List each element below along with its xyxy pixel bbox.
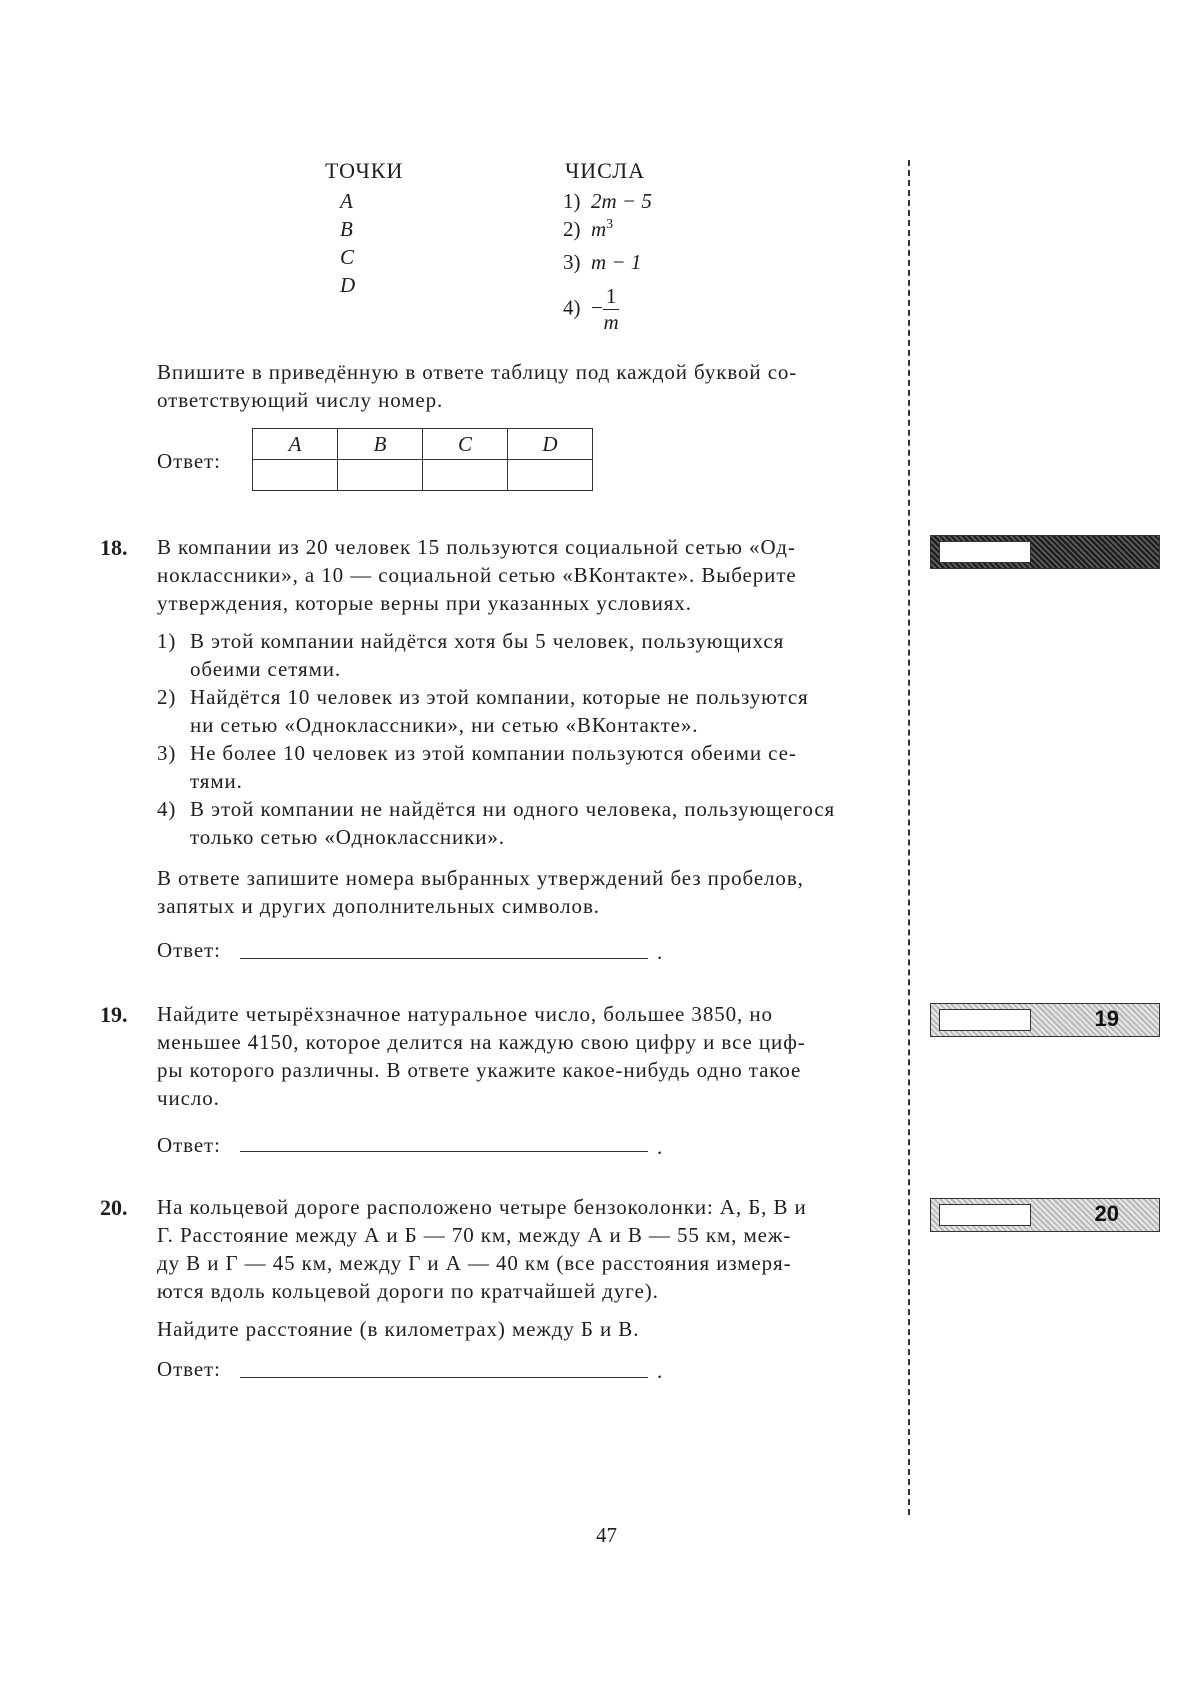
- side-answer-field[interactable]: [939, 1204, 1031, 1226]
- answer-col-header: A: [253, 429, 338, 460]
- answer-cell[interactable]: [338, 460, 423, 491]
- side-answer-box-19: [930, 1003, 1160, 1037]
- answer-line[interactable]: [240, 1151, 648, 1152]
- option-4: 4) В этой компании не найдётся ни одного человека, пользующегося только сетью «Одноклассники».: [157, 797, 836, 849]
- side-answer-box-20: [930, 1198, 1160, 1232]
- answer-cell[interactable]: [423, 460, 508, 491]
- question-18-options: [157, 627, 835, 851]
- question-number: 20.: [100, 1195, 128, 1220]
- option-3: 3) Не более 10 человек из этой компании пользуются обеими се- тями.: [157, 741, 797, 793]
- point-c: C: [340, 245, 355, 269]
- question-19-text: Найдите четырёхзначное натуральное число, большее 3850, но меньшее 4150, которое делится на каждую свою цифру и все циф- ры которого различны. В ответе укажите какое-нибудь одно такое число.: [157, 1002, 806, 1110]
- answer-dot: .: [657, 1135, 664, 1159]
- number-option: 3) m − 1: [563, 250, 642, 274]
- side-answer-box-18: [930, 535, 1160, 569]
- answer-label: Ответ:: [157, 938, 221, 962]
- question-20-prompt: Найдите расстояние (в километрах) между Б и В.: [157, 1317, 640, 1341]
- answer-line[interactable]: [240, 958, 648, 959]
- side-box-label: 19: [1094, 1006, 1119, 1031]
- answer-dot: .: [657, 940, 664, 964]
- side-answer-field[interactable]: [939, 1009, 1031, 1031]
- points-header: ТОЧКИ: [325, 158, 404, 183]
- answer-line[interactable]: [240, 1377, 648, 1378]
- cut-line: [908, 160, 910, 1515]
- number-option: 4) − $\frac{1}{m}$: [563, 284, 619, 334]
- page-number: 47: [596, 1523, 617, 1547]
- question-number: 18.: [100, 535, 128, 560]
- question-18-note: В ответе запишите номера выбранных утверждений без пробелов, запятых и других дополнительных символов.: [157, 866, 804, 918]
- option-2: 2) Найдётся 10 человек из этой компании, которые не пользуются ни сетью «Одноклассники», ни сетью «ВКонтакте».: [157, 685, 809, 737]
- point-b: B: [340, 217, 353, 241]
- option-1: 1) В этой компании найдётся хотя бы 5 человек, пользующихся обеими сетями.: [157, 629, 785, 681]
- answer-col-header: B: [338, 429, 423, 460]
- point-a: A: [340, 189, 353, 213]
- point-d: D: [340, 273, 356, 297]
- number-option: 1) 2m − 5: [563, 189, 652, 213]
- answer-label: Ответ:: [157, 1133, 221, 1157]
- answer-label: Ответ:: [157, 449, 221, 473]
- number-option: 2) $m^3$: [563, 217, 614, 241]
- question-18-text: В компании из 20 человек 15 пользуются социальной сетью «Од- ноклассники», а 10 — социальной сетью «ВКонтакте». Выберите утверждения, которые верны при указанных условиях.: [157, 535, 797, 615]
- answer-label: Ответ:: [157, 1357, 221, 1381]
- answer-col-header: D: [508, 429, 593, 460]
- question-20-text: На кольцевой дороге расположено четыре бензоколонки: А, Б, В и Г. Расстояние между А и Б — 70 км, между А и В — 55 км, меж- ду В и Г — 45 км, между Г и А — 40 км (все расстояния измеря- ются вдоль кольцевой дороги по кратчайшей дуге).: [157, 1195, 807, 1303]
- question-number: 19.: [100, 1002, 128, 1027]
- answer-dot: .: [657, 1359, 664, 1383]
- answer-cell[interactable]: [508, 460, 593, 491]
- answer-table: [252, 428, 593, 491]
- side-answer-field[interactable]: [939, 541, 1031, 563]
- matching-instruction: Впишите в приведённую в ответе таблицу под каждой буквой со- ответствующий числу номер.: [157, 360, 798, 412]
- answer-cell[interactable]: [253, 460, 338, 491]
- side-box-label: 20: [1094, 1201, 1119, 1226]
- numbers-header: ЧИСЛА: [565, 158, 646, 183]
- answer-col-header: C: [423, 429, 508, 460]
